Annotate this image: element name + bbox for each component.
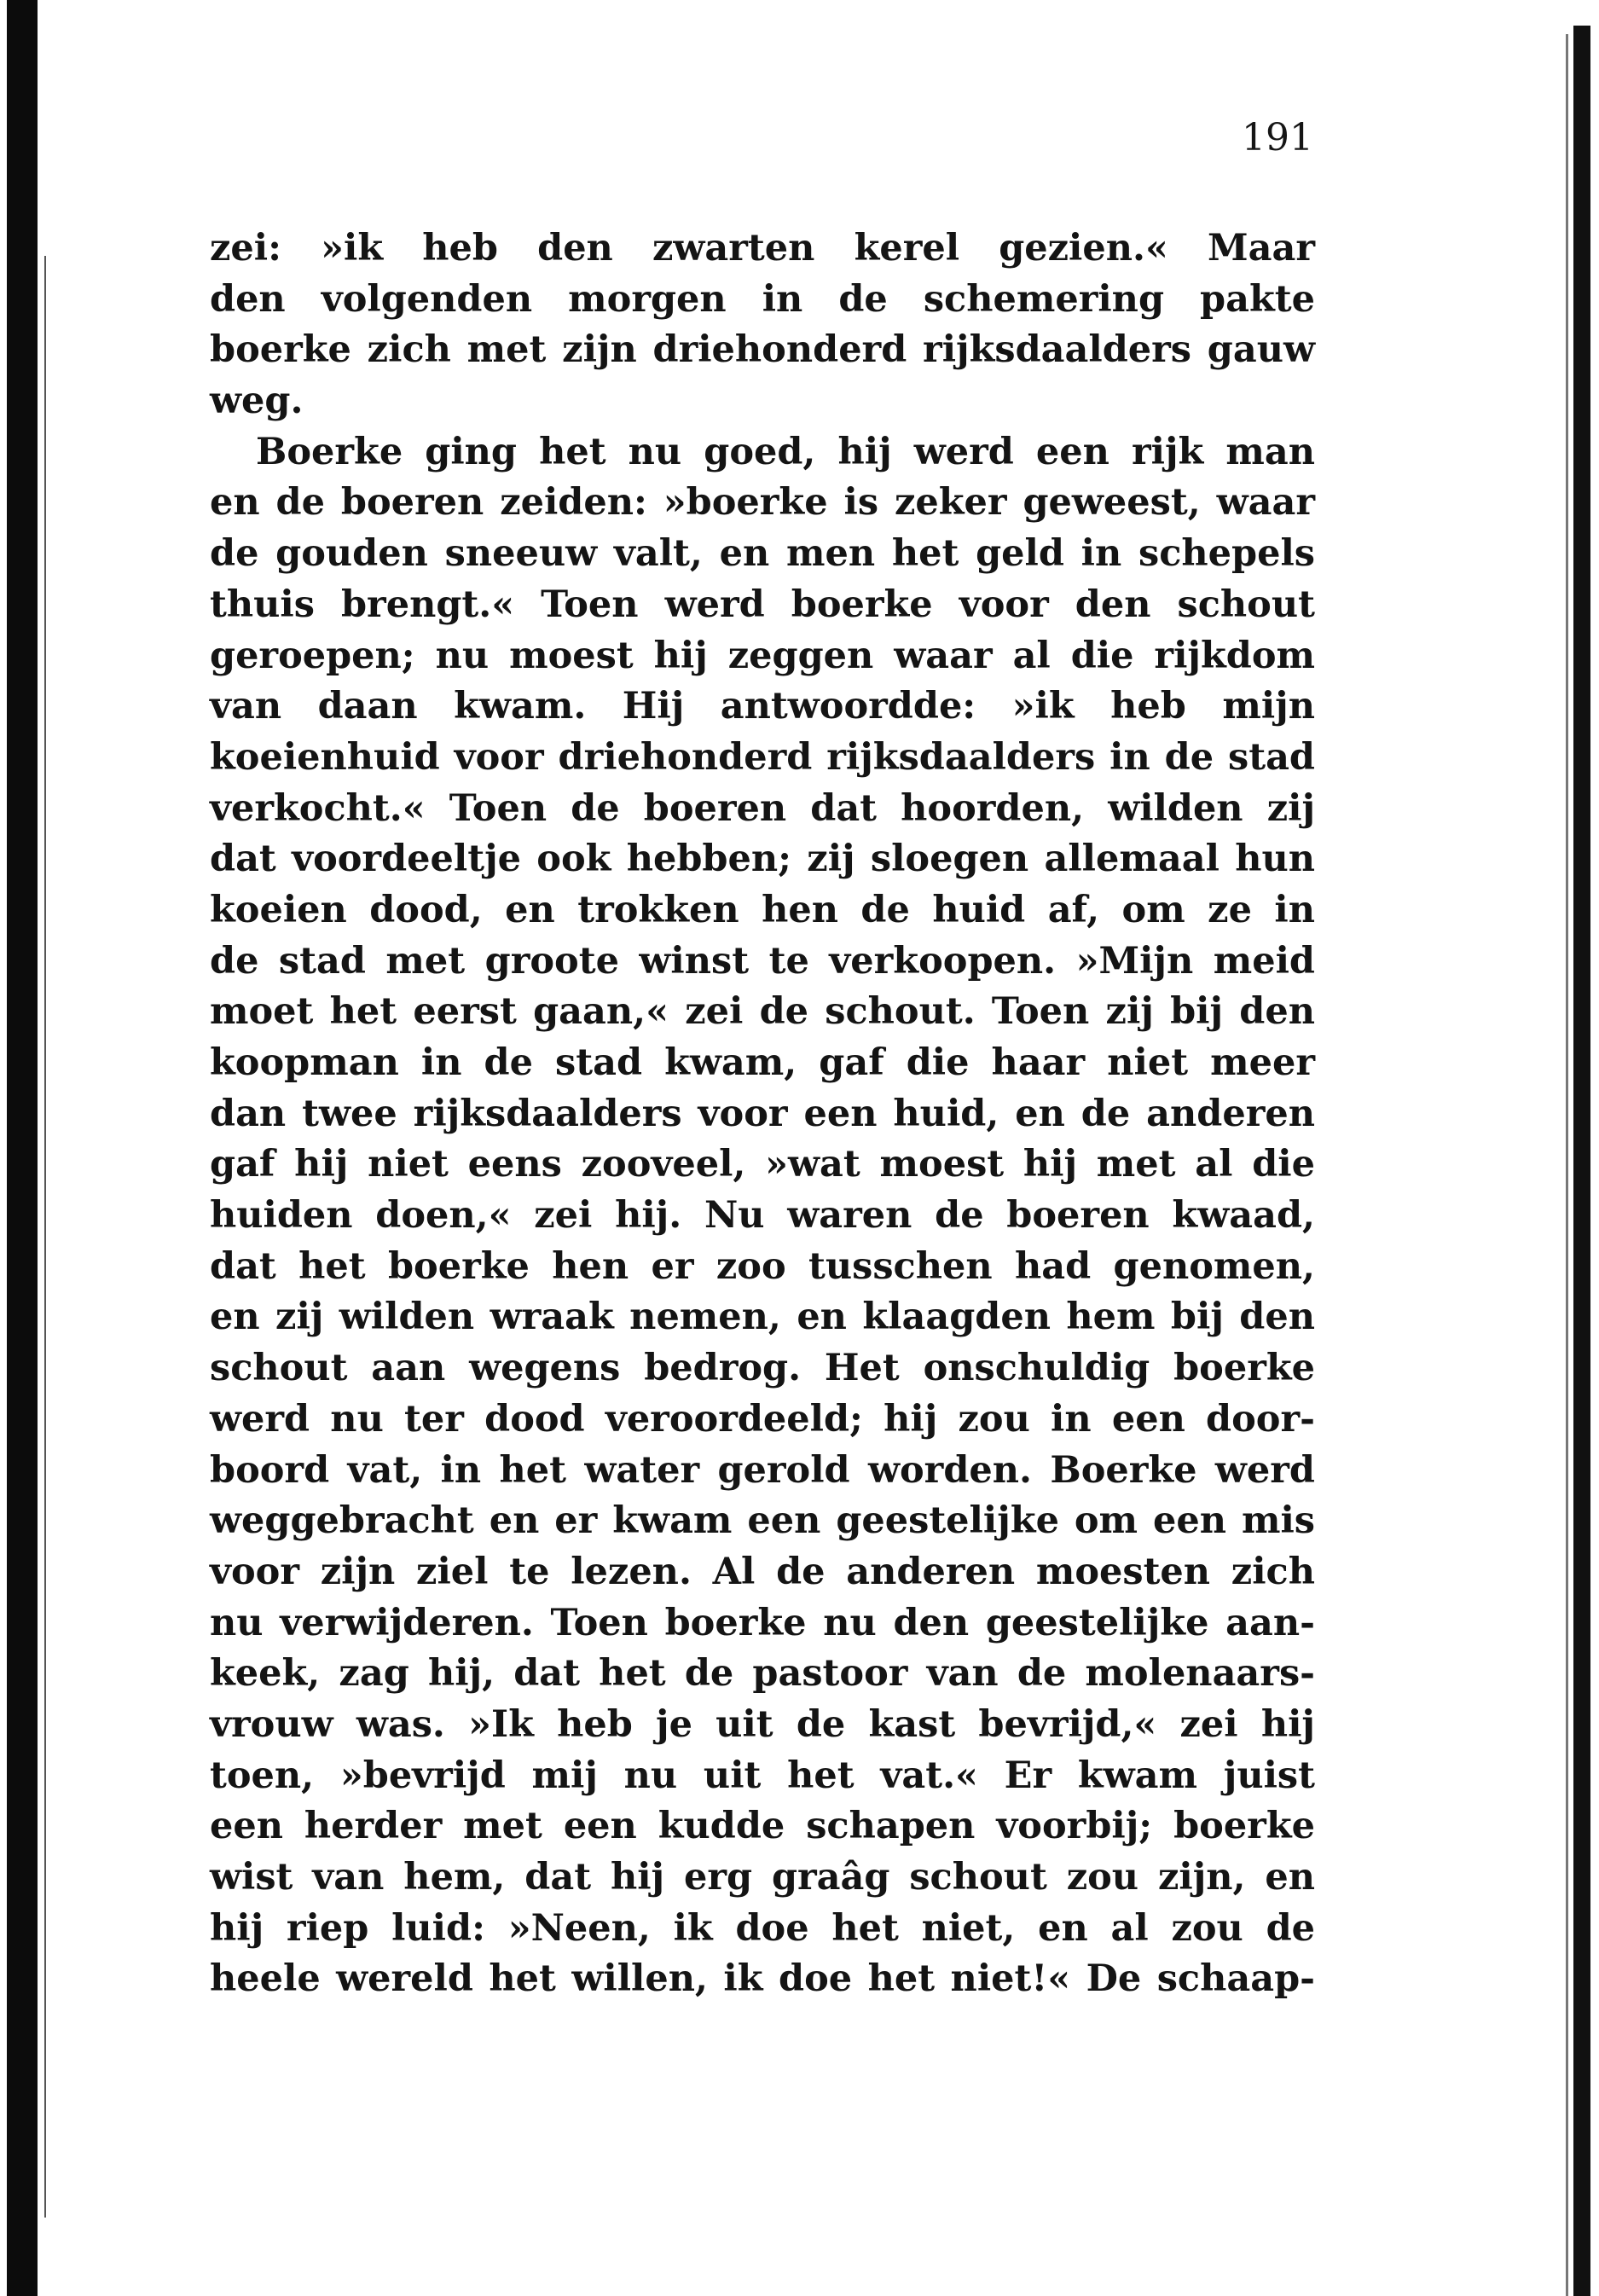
text-line: boerke zich met zijn driehonderd rijksdaalders gauw	[210, 328, 1315, 372]
text-line: vrouw was. »Ik heb je uit de kast bevrijd,« zei hij	[210, 1702, 1315, 1746]
text-line: schout aan wegens bedrog. Het onschuldig boerke	[210, 1347, 1315, 1390]
scan-page-edge-right	[1573, 26, 1590, 2296]
text-line: en de boeren zeiden: »boerke is zeker geweest, waar	[210, 481, 1315, 525]
text-line: huiden doen,« zei hij. Nu waren de boeren kwaad,	[210, 1194, 1315, 1238]
text-line: koeienhuid voor driehonderd rijksdaalders in de stad	[210, 735, 1315, 779]
text-line: koeien dood, en trokken hen de huid af, om ze in	[210, 888, 1315, 931]
text-line: een herder met een kudde schapen voorbij; boerke	[210, 1805, 1315, 1848]
text-line: weg.	[210, 380, 304, 423]
scan-binding-edge-left	[7, 0, 38, 2296]
text-line: voor zijn ziel te lezen. Al de anderen moesten zich	[210, 1550, 1315, 1593]
scan-binding-line-left	[44, 256, 46, 2218]
text-line: dat het boerke hen er zoo tusschen had genomen,	[210, 1244, 1315, 1288]
text-line: den volgenden morgen in de schemering pakte	[210, 277, 1315, 321]
text-line: Boerke ging het nu goed, hij werd een rijk man	[256, 430, 1315, 473]
text-line: zei: »ik heb den zwarten kerel gezien.« Maar	[210, 227, 1315, 270]
text-line: werd nu ter dood veroordeeld; hij zou in een door-	[210, 1397, 1315, 1441]
text-line: heele wereld het willen, ik doe het niet!« De schaap-	[210, 1957, 1315, 2001]
text-line: weggebracht en er kwam een geestelijke om een mis	[210, 1499, 1315, 1543]
text-line: nu verwijderen. Toen boerke nu den geestelijke aan-	[210, 1601, 1315, 1644]
text-line: gaf hij niet eens zooveel, »wat moest hij met al die	[210, 1143, 1315, 1186]
text-line: dan twee rijksdaalders voor een huid, en de anderen	[210, 1092, 1315, 1135]
text-line: boord vat, in het water gerold worden. Boerke werd	[210, 1448, 1315, 1492]
text-line: dat voordeeltje ook hebben; zij sloegen allemaal hun	[210, 838, 1315, 881]
text-line: thuis brengt.« Toen werd boerke voor den schout	[210, 583, 1315, 626]
text-line: hij riep luid: »Neen, ik doe het niet, en al zou de	[210, 1906, 1315, 1950]
body-text	[210, 223, 1315, 2005]
text-line: moet het eerst gaan,« zei de schout. Toen zij bij den	[210, 990, 1315, 1034]
text-line: en zij wilden wraak nemen, en klaagden hem bij den	[210, 1296, 1315, 1339]
page-number: 191	[1242, 116, 1313, 159]
text-line: keek, zag hij, dat het de pastoor van de molenaars-	[210, 1652, 1315, 1696]
scan-page-edge-line-right	[1566, 34, 1568, 2296]
text-line: geroepen; nu moest hij zeggen waar al die rijkdom	[210, 634, 1315, 677]
text-line: van daan kwam. Hij antwoordde: »ik heb mijn	[210, 685, 1315, 728]
text-line: toen, »bevrijd mij nu uit het vat.« Er kwam juist	[210, 1754, 1315, 1797]
text-line: de gouden sneeuw valt, en men het geld in schepels	[210, 532, 1315, 576]
text-line: de stad met groote winst te verkoopen. »Mijn meid	[210, 939, 1315, 983]
text-line: wist van hem, dat hij erg graâg schout zou zijn, en	[210, 1856, 1315, 1899]
text-line: koopman in de stad kwam, gaf die haar niet meer	[210, 1041, 1315, 1084]
text-line: verkocht.« Toen de boeren dat hoorden, wilden zij	[210, 786, 1315, 830]
